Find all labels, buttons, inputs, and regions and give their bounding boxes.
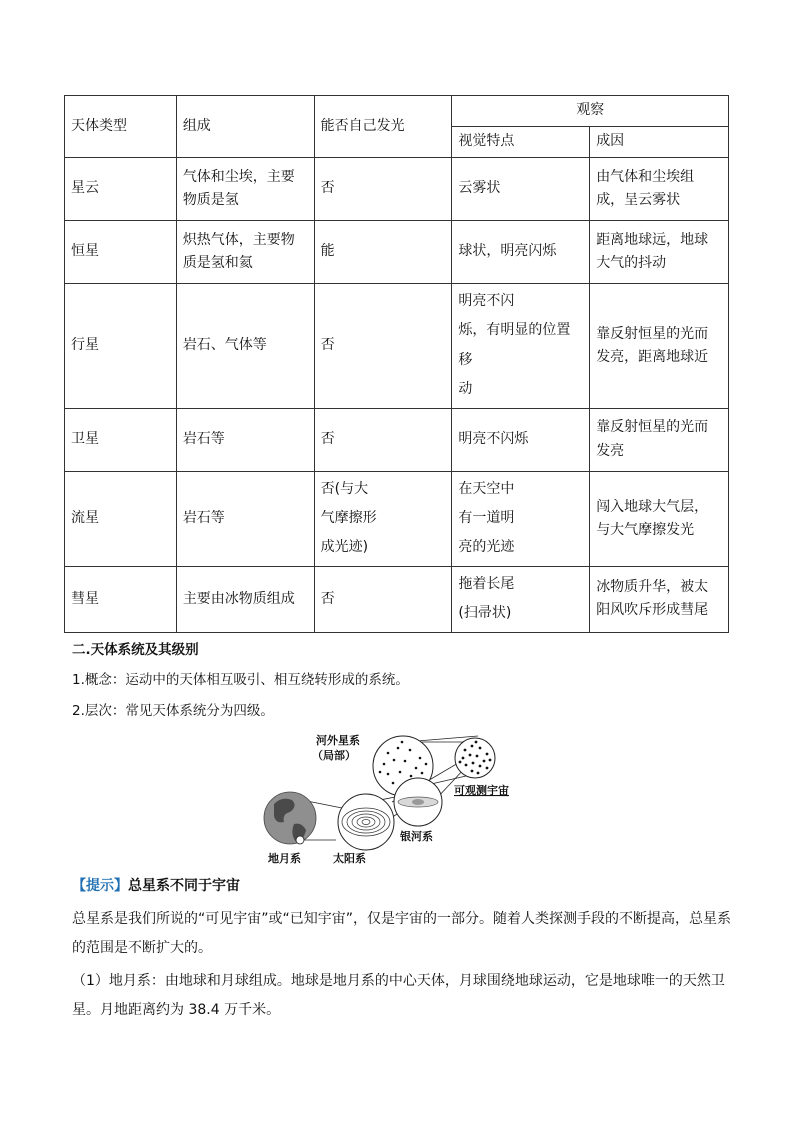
cell-composition: 主要由冰物质组成 xyxy=(176,566,314,632)
table-header-row xyxy=(65,96,729,127)
label-partial: （局部） xyxy=(312,749,356,762)
table-row xyxy=(65,408,729,471)
cell-line: (扫帚状) xyxy=(458,605,512,622)
cell-type: 彗星 xyxy=(65,566,177,632)
cell-luminous: 否 xyxy=(314,284,452,409)
cell-line: 烁，有明显的位置移 xyxy=(458,322,571,368)
cell-line: 拖着长尾 xyxy=(458,575,515,592)
cell-type: 星云 xyxy=(65,158,177,221)
header-self-luminous: 能否自己发光 xyxy=(314,96,452,158)
table-row xyxy=(65,566,729,632)
levels-paragraph: 2.层次：常见天体系统分为四级。 xyxy=(72,703,274,719)
header-cause: 成因 xyxy=(590,127,729,158)
label-extragalactic: 河外星系 xyxy=(316,734,360,747)
cell-line: 亮的光迹 xyxy=(458,539,515,556)
observable-universe-circle xyxy=(455,738,495,778)
cell-composition: 岩石等 xyxy=(176,471,314,566)
section-heading: 二.天体系统及其级别 xyxy=(72,642,199,658)
cell-line: 明亮不闪 xyxy=(458,293,515,309)
earth-moon-paragraph: （1）地月系：由地球和月球组成。地球是地月系的中心天体，月球围绕地球运动，它是地球唯一的天然卫星。月地距离约为 38.4 万千米。 xyxy=(72,973,725,1018)
table-row xyxy=(65,284,729,409)
cell-composition: 气体和尘埃，主要物质是氢 xyxy=(176,158,314,221)
celestial-bodies-table xyxy=(64,95,729,633)
cell-line: 否(与大 xyxy=(320,480,369,497)
cell-visual: 球状，明亮闪烁 xyxy=(452,221,590,284)
label-solar-system: 太阳系 xyxy=(333,852,366,865)
cell-visual xyxy=(452,284,590,409)
cell-luminous: 否 xyxy=(314,566,452,632)
tip-label: 【提示】 xyxy=(72,878,128,894)
table-row xyxy=(65,158,729,221)
cell-visual: 云雾状 xyxy=(452,158,590,221)
cell-line: 有一道明 xyxy=(458,509,515,526)
cell-visual xyxy=(452,471,590,566)
cell-luminous: 否 xyxy=(314,408,452,471)
header-composition: 组成 xyxy=(176,96,314,158)
cell-line: 在天空中 xyxy=(458,480,515,497)
cell-cause: 冰物质升华，被太阳风吹斥形成彗尾 xyxy=(590,566,729,632)
cell-cause: 靠反射恒星的光而发亮，距离地球近 xyxy=(590,284,729,409)
cell-line: 成光迹) xyxy=(320,539,369,556)
cell-type: 卫星 xyxy=(65,408,177,471)
header-visual: 视觉特点 xyxy=(452,127,590,158)
cell-type: 流星 xyxy=(65,471,177,566)
label-milky-way: 银河系 xyxy=(400,830,433,843)
solar-system-circle xyxy=(338,794,394,850)
cell-type: 恒星 xyxy=(65,221,177,284)
galaxy-bulge xyxy=(412,799,424,805)
cell-line: 动 xyxy=(458,381,473,398)
cell-composition: 岩石、气体等 xyxy=(176,284,314,409)
cell-cause: 由气体和尘埃组成，呈云雾状 xyxy=(590,158,729,221)
cell-cause: 距离地球远，地球大气的抖动 xyxy=(590,221,729,284)
cell-cause: 闯入地球大气层，与大气摩擦发光 xyxy=(590,471,729,566)
cell-type: 行星 xyxy=(65,284,177,409)
tip-paragraph: 总星系是我们所说的“可见宇宙”或“已知宇宙”，仅是宇宙的一部分。随着人类探测手段的不断提高，总星系的范围是不断扩大的。 xyxy=(72,911,732,956)
header-observation: 观察 xyxy=(452,96,729,127)
header-type: 天体类型 xyxy=(65,96,177,158)
concept-paragraph: 1.概念：运动中的天体相互吸引、相互绕转形成的系统。 xyxy=(72,672,409,688)
cell-luminous: 能 xyxy=(314,221,452,284)
label-observable-universe: 可观测宇宙 xyxy=(454,784,509,797)
cell-visual: 明亮不闪烁 xyxy=(452,408,590,471)
table-row xyxy=(65,471,729,566)
tip-heading xyxy=(72,875,240,895)
cell-line: 气摩擦形 xyxy=(320,509,377,526)
label-earth-moon: 地月系 xyxy=(268,852,301,865)
celestial-system-diagram xyxy=(260,728,530,868)
cell-composition: 岩石等 xyxy=(176,408,314,471)
cell-composition: 炽热气体，主要物质是氢和氦 xyxy=(176,221,314,284)
table-row xyxy=(65,221,729,284)
cell-visual xyxy=(452,566,590,632)
moon xyxy=(296,836,304,844)
cell-luminous: 否 xyxy=(314,158,452,221)
cell-cause: 靠反射恒星的光而发亮 xyxy=(590,408,729,471)
cell-luminous xyxy=(314,471,452,566)
tip-title: 总星系不同于宇宙 xyxy=(128,878,240,894)
